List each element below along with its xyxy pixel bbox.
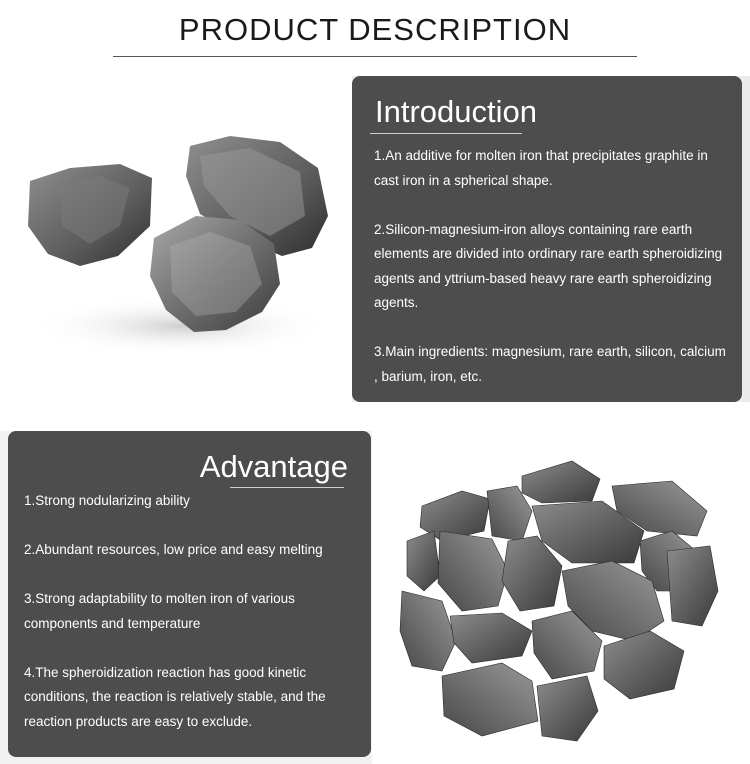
introduction-heading: Introduction bbox=[375, 94, 537, 129]
product-photo-three-lumps bbox=[0, 76, 352, 402]
page-title: PRODUCT DESCRIPTION bbox=[178, 12, 572, 47]
advantage-heading: Advantage bbox=[199, 449, 348, 484]
introduction-underline bbox=[370, 133, 522, 134]
advantage-item: 1.Strong nodularizing ability bbox=[24, 493, 190, 508]
advantage-text bbox=[24, 489, 364, 759]
introduction-text bbox=[374, 144, 729, 414]
advantage-card bbox=[8, 431, 371, 757]
introduction-item: 2.Silicon-magnesium-iron alloys containing rare earth elements are divided into ordinary rare earth spheroidizing agents and yttrium-based heavy rare earth spheroidizing agents. bbox=[374, 221, 723, 310]
title-divider bbox=[113, 56, 637, 57]
advantage-item: 4.The spheroidization reaction has good kinetic conditions, the reaction is relatively stable, and the reaction products are easy to exclude. bbox=[24, 664, 326, 729]
advantage-item: 3.Strong adaptability to molten iron of various components and temperature bbox=[24, 591, 295, 631]
page-header bbox=[0, 0, 750, 76]
advantage-item: 2.Abundant resources, low price and easy melting bbox=[24, 542, 323, 557]
introduction-item: 1.An additive for molten iron that precipitates graphite in cast iron in a spherical shape. bbox=[374, 148, 708, 188]
introduction-item: 3.Main ingredients: magnesium, rare earth, silicon, calcium , barium, iron, etc. bbox=[374, 344, 726, 384]
advantage-underline bbox=[230, 487, 344, 488]
product-photo-pile bbox=[372, 431, 750, 764]
section-gap bbox=[0, 402, 750, 431]
introduction-card bbox=[352, 76, 742, 402]
